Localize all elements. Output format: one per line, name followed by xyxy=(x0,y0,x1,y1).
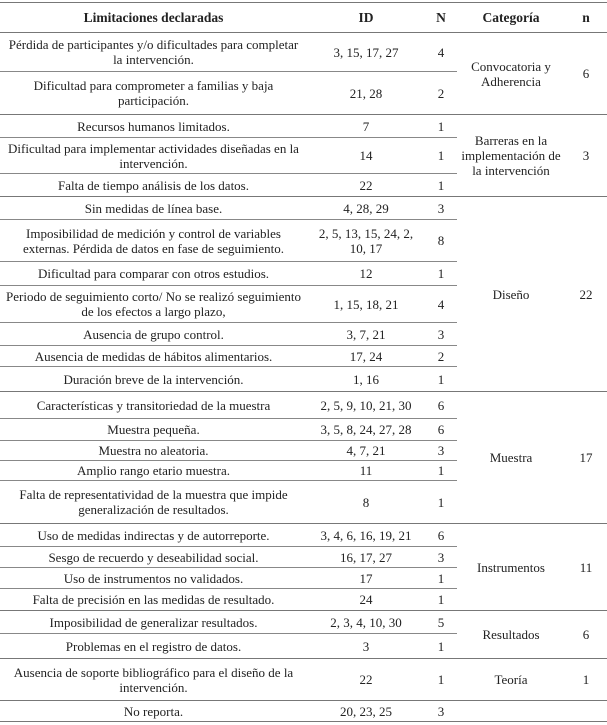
header-n-category: n xyxy=(565,3,607,33)
limitation-ids: 24 xyxy=(307,589,425,611)
limitation-text: Muestra pequeña. xyxy=(0,419,307,441)
limitation-count: 3 xyxy=(425,197,457,220)
limitation-ids: 2, 5, 13, 15, 24, 2, 10, 17 xyxy=(307,220,425,262)
limitation-text: Muestra no aleatoria. xyxy=(0,441,307,461)
limitation-text: Falta de precisión en las medidas de resultado. xyxy=(0,589,307,611)
limitation-text: Características y transitoriedad de la muestra xyxy=(0,392,307,419)
limitation-ids: 20, 23, 25 xyxy=(307,701,425,722)
table-row xyxy=(0,33,607,72)
table-row xyxy=(0,701,607,722)
limitation-text: Sin medidas de línea base. xyxy=(0,197,307,220)
limitations-table xyxy=(0,2,607,722)
limitation-ids: 3 xyxy=(307,634,425,659)
category-name: Resultados xyxy=(457,611,565,659)
limitation-ids: 3, 5, 8, 24, 27, 28 xyxy=(307,419,425,441)
limitation-ids: 4, 7, 21 xyxy=(307,441,425,461)
table-row xyxy=(0,611,607,634)
limitation-ids: 3, 7, 21 xyxy=(307,323,425,346)
limitation-count: 5 xyxy=(425,611,457,634)
table-row xyxy=(0,659,607,701)
limitation-ids: 8 xyxy=(307,481,425,524)
table-row xyxy=(0,524,607,547)
limitation-ids: 2, 5, 9, 10, 21, 30 xyxy=(307,392,425,419)
category-count: 6 xyxy=(565,611,607,659)
limitation-count: 3 xyxy=(425,323,457,346)
limitation-count: 6 xyxy=(425,392,457,419)
header-category: Categoría xyxy=(457,3,565,33)
limitation-text: Dificultad para comparar con otros estudios. xyxy=(0,262,307,286)
limitation-ids: 11 xyxy=(307,461,425,481)
limitation-count: 1 xyxy=(425,568,457,589)
limitation-text: Ausencia de grupo control. xyxy=(0,323,307,346)
limitation-count: 6 xyxy=(425,419,457,441)
limitation-text: Imposibilidad de generalizar resultados. xyxy=(0,611,307,634)
limitation-count: 3 xyxy=(425,441,457,461)
category-count: 11 xyxy=(565,524,607,611)
limitation-ids: 21, 28 xyxy=(307,72,425,115)
limitation-count: 1 xyxy=(425,115,457,138)
limitation-count: 1 xyxy=(425,262,457,286)
limitation-ids: 4, 28, 29 xyxy=(307,197,425,220)
table-body xyxy=(0,33,607,722)
limitation-text: Falta de tiempo análisis de los datos. xyxy=(0,174,307,197)
limitation-ids: 16, 17, 27 xyxy=(307,547,425,568)
limitation-text: Uso de instrumentos no validados. xyxy=(0,568,307,589)
limitation-ids: 7 xyxy=(307,115,425,138)
limitation-text: Sesgo de recuerdo y deseabilidad social. xyxy=(0,547,307,568)
category-name: Teoría xyxy=(457,659,565,701)
category-name: Instrumentos xyxy=(457,524,565,611)
limitation-text: Problemas en el registro de datos. xyxy=(0,634,307,659)
limitation-count: 2 xyxy=(425,72,457,115)
limitation-count: 1 xyxy=(425,367,457,392)
limitation-count: 4 xyxy=(425,33,457,72)
limitation-text: No reporta. xyxy=(0,701,307,722)
limitation-ids: 14 xyxy=(307,138,425,174)
limitation-count: 8 xyxy=(425,220,457,262)
limitation-text: Dificultad para implementar actividades diseñadas en la intervención. xyxy=(0,138,307,174)
header-id: ID xyxy=(307,3,425,33)
limitation-text: Ausencia de medidas de hábitos alimentarios. xyxy=(0,346,307,367)
limitation-text: Recursos humanos limitados. xyxy=(0,115,307,138)
limitation-text: Duración breve de la intervención. xyxy=(0,367,307,392)
header-n-item: N xyxy=(425,3,457,33)
limitation-text: Periodo de seguimiento corto/ No se realizó seguimiento de los efectos a largo plazo, xyxy=(0,286,307,323)
category-name: Barreras en la implementación de la intervención xyxy=(457,115,565,197)
category-name: Convocatoria y Adherencia xyxy=(457,33,565,115)
limitation-count: 1 xyxy=(425,659,457,701)
limitation-count: 2 xyxy=(425,346,457,367)
limitation-count: 1 xyxy=(425,589,457,611)
limitation-count: 1 xyxy=(425,634,457,659)
limitation-ids: 12 xyxy=(307,262,425,286)
limitation-count: 6 xyxy=(425,524,457,547)
category-count: 6 xyxy=(565,33,607,115)
limitation-ids: 1, 16 xyxy=(307,367,425,392)
table-row xyxy=(0,197,607,220)
limitation-ids: 22 xyxy=(307,174,425,197)
limitation-text: Amplio rango etario muestra. xyxy=(0,461,307,481)
limitation-text: Imposibilidad de medición y control de variables externas. Pérdida de datos en fase de seguimiento. xyxy=(0,220,307,262)
limitation-text: Pérdida de participantes y/o dificultades para completar la intervención. xyxy=(0,33,307,72)
category-count: 3 xyxy=(565,115,607,197)
limitation-text: Ausencia de soporte bibliográfico para el diseño de la intervención. xyxy=(0,659,307,701)
limitation-text: Uso de medidas indirectas y de autorreporte. xyxy=(0,524,307,547)
header-row xyxy=(0,3,607,33)
limitation-text: Dificultad para comprometer a familias y baja participación. xyxy=(0,72,307,115)
limitation-ids: 1, 15, 18, 21 xyxy=(307,286,425,323)
limitation-count: 3 xyxy=(425,701,457,722)
category-count xyxy=(565,701,607,722)
category-name: Diseño xyxy=(457,197,565,392)
limitation-ids: 2, 3, 4, 10, 30 xyxy=(307,611,425,634)
header-limitation: Limitaciones declaradas xyxy=(0,3,307,33)
limitation-ids: 22 xyxy=(307,659,425,701)
category-name xyxy=(457,701,565,722)
limitation-ids: 3, 15, 17, 27 xyxy=(307,33,425,72)
limitation-count: 1 xyxy=(425,461,457,481)
limitation-count: 1 xyxy=(425,481,457,524)
category-count: 22 xyxy=(565,197,607,392)
limitation-text: Falta de representatividad de la muestra que impide generalización de resultados. xyxy=(0,481,307,524)
category-count: 1 xyxy=(565,659,607,701)
limitation-count: 1 xyxy=(425,174,457,197)
limitation-ids: 17, 24 xyxy=(307,346,425,367)
table-row xyxy=(0,392,607,419)
limitation-ids: 17 xyxy=(307,568,425,589)
limitation-count: 4 xyxy=(425,286,457,323)
category-count: 17 xyxy=(565,392,607,524)
limitation-ids: 3, 4, 6, 16, 19, 21 xyxy=(307,524,425,547)
limitation-count: 3 xyxy=(425,547,457,568)
category-name: Muestra xyxy=(457,392,565,524)
table-row xyxy=(0,115,607,138)
limitation-count: 1 xyxy=(425,138,457,174)
